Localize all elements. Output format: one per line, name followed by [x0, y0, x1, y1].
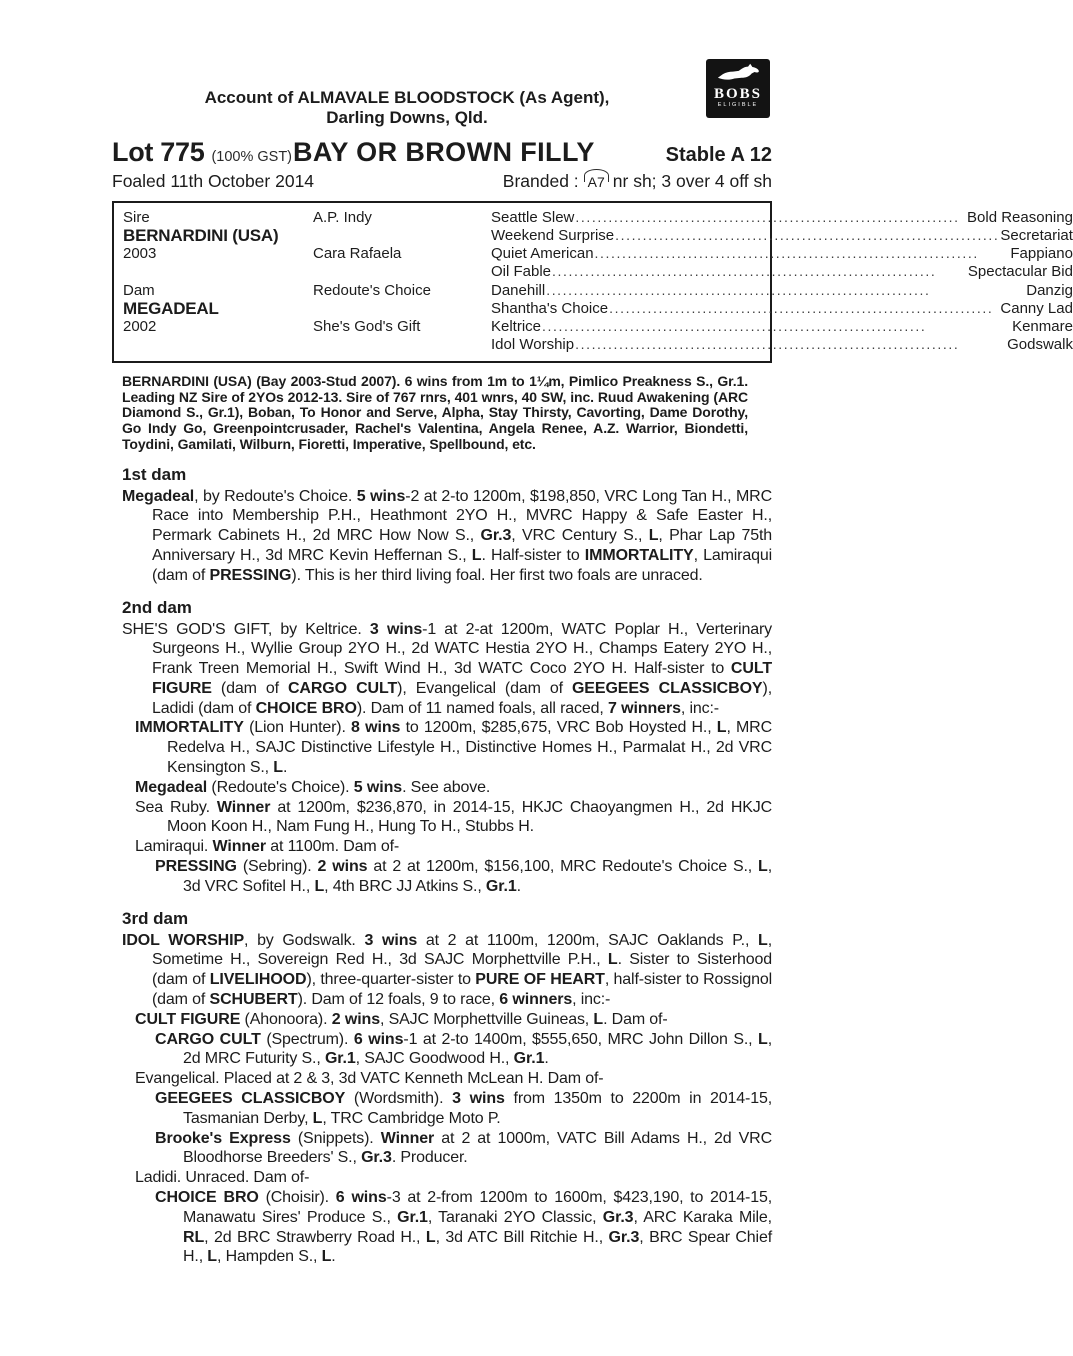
bold-text: L: [425, 1228, 436, 1246]
text: , inc:-: [680, 699, 719, 717]
text: , 2d BRC Strawberry Road H.,: [204, 1228, 426, 1246]
ancestor-sire-name: Godswalk: [1007, 336, 1073, 354]
pedigree-parent-name: She's God's Gift: [313, 318, 421, 336]
pedigree-paragraph: [155, 1030, 772, 1070]
vendor-account-line: Account of ALMAVALE BLOODSTOCK (As Agent),: [204, 88, 610, 107]
text: Ladidi. Unraced. Dam of-: [135, 1169, 310, 1187]
pedigree-ancestor-row: [491, 228, 1073, 243]
bold-text: 7 winners: [608, 699, 681, 717]
lot-headline-row: [112, 137, 772, 168]
pedigree-ancestor-row: [491, 337, 1073, 352]
text: (Redoute's Choice).: [207, 778, 354, 796]
ancestor-sire-name: Secretariat: [1000, 226, 1073, 244]
bold-text: 2 wins: [317, 858, 368, 876]
text: , inc:-: [572, 991, 611, 1009]
text: ), Evangelical (dam of: [397, 679, 572, 697]
text: . Dam of-: [603, 1010, 668, 1028]
bold-text: 5 wins: [356, 487, 406, 505]
bold-text: 8 wins: [351, 719, 401, 737]
text: (Wordsmith).: [345, 1090, 453, 1108]
content-column: [112, 0, 1073, 1267]
branded-label: Branded :: [502, 171, 579, 191]
text: at 1100m. Dam of-: [265, 838, 400, 856]
bold-text: Gr.3: [602, 1208, 634, 1226]
bold-text: 6 winners: [499, 991, 573, 1009]
ancestor-name: Danehill: [491, 281, 546, 299]
dot-leader: [615, 228, 999, 243]
bold-text: CULT FIGURE: [135, 1010, 241, 1028]
text: ). Dam of 11 named foals, all raced,: [356, 699, 608, 717]
bold-text: L: [273, 759, 283, 777]
text: , SAJC Goodwood H.,: [355, 1050, 514, 1068]
bold-text: IDOL WORSHIP: [122, 931, 245, 949]
pedigree-year: 2003: [123, 245, 157, 263]
bold-text: Gr.1: [513, 1050, 545, 1068]
text: SHE'S GOD'S GIFT, by Keltrice.: [122, 620, 370, 638]
pedigree-paragraph: [122, 487, 772, 586]
pedigree-paragraph: [155, 1089, 772, 1129]
pedigree-ancestor-row: [491, 319, 1073, 334]
pedigree-ancestor-row: [491, 264, 1073, 279]
pedigree-paragraph: [135, 837, 772, 857]
text: at 2 at 1100m, 1200m, SAJC Oaklands P.,: [417, 931, 758, 949]
dot-leader: [546, 283, 1025, 298]
ancestor-name: Seattle Slew: [491, 208, 575, 226]
bold-text: Brooke's Express: [155, 1129, 291, 1147]
bold-text: 3 wins: [369, 620, 423, 638]
logo-subtitle: ELIGIBLE: [717, 102, 759, 108]
bold-text: 2 wins: [331, 1010, 381, 1028]
bold-text: CULT FIGURE: [152, 660, 772, 697]
horse-description: BAY OR BROWN FILLY: [293, 137, 595, 167]
bold-text: IMMORTALITY: [135, 719, 244, 737]
branded-detail: nr sh; 3 over 4 off sh: [612, 171, 772, 191]
bold-text: PRESSING: [209, 566, 292, 584]
dot-leader: [552, 264, 967, 279]
bold-text: L: [593, 1010, 604, 1028]
bold-text: CHOICE BRO: [255, 699, 357, 717]
bold-text: 3 wins: [452, 1090, 505, 1108]
brand-symbol: A7: [585, 173, 608, 189]
pedigree-parent-name: Redoute's Choice: [313, 281, 431, 299]
text: -3 at 2-from 1200m to 1600m, $423,190, to 2014-15, Manawatu Sires' Produce S.,: [183, 1189, 773, 1226]
text: , 3d VRC Sofitel H.,: [183, 858, 772, 895]
bold-text: PURE OF HEART: [475, 971, 605, 989]
text: , SAJC Morphettville Guineas,: [380, 1010, 594, 1028]
dam-heading: 2nd dam: [122, 597, 192, 617]
bold-text: SCHUBERT: [209, 991, 298, 1009]
text: , 3d ATC Bill Ritchie H.,: [435, 1228, 609, 1246]
text: -1 at 2-to 1400m, $555,650, MRC John Dillon S.,: [403, 1030, 759, 1048]
text: ), three-quarter-sister to: [306, 971, 476, 989]
text: ). Dam of 12 foals, 9 to race,: [297, 991, 500, 1009]
ancestor-name: Weekend Surprise: [491, 226, 615, 244]
dot-leader: [609, 301, 999, 316]
text: ). This is her third living foal. Her first two foals are unraced.: [291, 566, 703, 584]
ancestor-name: Idol Worship: [491, 336, 575, 354]
pedigree-paragraph: [122, 931, 772, 1010]
pedigree-parent-name: Cara Rafaela: [313, 245, 402, 263]
bold-text: CARGO CULT: [287, 679, 398, 697]
text: Sea Ruby.: [135, 798, 217, 816]
text: , by Godswalk.: [244, 931, 365, 949]
pedigree-table: [112, 201, 1073, 363]
pedigree-ancestor-row: [491, 210, 1073, 225]
sire-summary: BERNARDINI (USA) (Bay 2003-Stud 2007). 6 wins from 1m to 1¼m, Pimlico Preakness S., Gr.1. Leading NZ Sire of 2YOs 2012-13. Sire of 767 rnrs, 401 wnrs, 40 SW, inc. Ruud Awakening (ARC Diamond S., Gr.1), Boban, To Honor and Serve, Alpha, Stay Thirsty, Cavorting, Dame Dorothy, Go Indy Go, Greenpointcrusader, Rachel's Valentina, Angela Renee, A.Z. Warrior, Biondetti, Toydini, Gamilati, Wilburn, Fioretti, Imperative, Spellbound, etc.: [122, 373, 748, 452]
text: (Ahonoora).: [240, 1010, 332, 1028]
text: , Phar Lap 75th Anniversary H., 3d MRC Kevin Heffernan S.,: [152, 527, 772, 564]
bold-text: Winner: [380, 1129, 435, 1147]
text: ), Ladidi (dam of: [152, 679, 772, 717]
stable-number: Stable A 12: [665, 144, 772, 166]
bold-text: L: [607, 951, 618, 969]
text: , by Redoute's Choice.: [194, 487, 357, 505]
branded-info: [503, 171, 772, 192]
pedigree-ancestor-row: [491, 283, 1073, 298]
ancestor-name: Keltrice: [491, 318, 542, 336]
text: (Snippets).: [290, 1129, 381, 1147]
ancestor-sire-name: Danzig: [1026, 281, 1073, 299]
dot-leader: [542, 319, 1011, 334]
bold-text: CARGO CULT: [155, 1030, 261, 1048]
text: at 1200m, $236,870, in 2014-15, HKJC Chaoyangmen H., 2d HKJC Moon Koon H., Nam Fung H., Hung To H., Stubbs H.: [167, 798, 772, 836]
text: . Half-sister to: [481, 546, 585, 564]
dam-section: [122, 909, 772, 1268]
text: from 1350m to 2200m in 2014-15, Tasmanian Derby,: [183, 1090, 773, 1127]
text: .: [282, 759, 288, 777]
lot-number: Lot 775: [112, 137, 205, 167]
bold-text: L: [321, 1248, 332, 1266]
bold-text: 6 wins: [335, 1189, 387, 1207]
dam-section: [122, 465, 772, 586]
pedigree-paragraph: [135, 1168, 772, 1188]
dot-leader: [575, 337, 1006, 352]
text: at 2 at 1000m, VATC Bill Adams H., 2d VRC Bloodhorse Breeders' S.,: [183, 1129, 772, 1167]
text: .: [544, 1050, 549, 1068]
bold-text: Gr.3: [361, 1149, 392, 1167]
text: , 4th BRC JJ Atkins S.,: [324, 877, 486, 895]
pedigree-paragraph: [155, 1188, 772, 1267]
bold-text: Megadeal: [135, 778, 208, 796]
bold-text: Gr.1: [397, 1208, 428, 1226]
bold-text: Megadeal: [122, 487, 195, 505]
bold-text: L: [312, 1109, 323, 1127]
horse-icon: [715, 62, 761, 82]
bold-text: Gr.3: [608, 1228, 640, 1246]
text: (Choisir).: [258, 1189, 336, 1207]
text: .: [331, 1248, 336, 1266]
text: (Lion Hunter).: [243, 719, 352, 737]
ancestor-name: Quiet American: [491, 245, 594, 263]
text: , Taranaki 2YO Classic,: [427, 1208, 603, 1226]
pedigree-role-label: Sire: [123, 208, 150, 226]
bold-text: PRESSING: [155, 858, 237, 876]
bold-text: Gr.3: [480, 527, 512, 545]
bold-text: CHOICE BRO: [155, 1189, 259, 1207]
foal-brand-row: [112, 171, 772, 192]
dot-leader: [595, 246, 1010, 261]
ancestor-sire-name: Canny Lad: [1000, 299, 1073, 317]
text: , MRC Redelva H., SAJC Distinctive Lifestyle H., Distinctive Homes H., Parmalat H., 2d VRC Kensington S.,: [167, 719, 772, 777]
ancestor-sire-name: Fappiano: [1010, 245, 1073, 263]
bold-text: LIVELIHOOD: [209, 971, 307, 989]
ancestor-sire-name: Spectacular Bid: [967, 263, 1073, 281]
ancestor-name: Oil Fable: [491, 263, 552, 281]
bold-text: L: [314, 877, 325, 895]
text: (Spectrum).: [260, 1030, 354, 1048]
text: .: [516, 877, 521, 895]
bold-text: L: [207, 1248, 217, 1266]
text: to 1200m, $285,675, VRC Bob Hoysted H.,: [400, 719, 717, 737]
pedigree-ancestor-row: [491, 301, 1073, 316]
text: at 2 at 1200m, $156,100, MRC Redoute's Choice S.,: [367, 858, 759, 876]
text: . Sister to Sisterhood (dam of: [152, 951, 773, 989]
pedigree-paragraph: [135, 718, 772, 777]
pedigree-paragraph: [155, 857, 772, 897]
bold-text: RL: [183, 1228, 205, 1246]
pedigree-year: 2002: [123, 318, 157, 336]
text: -1 at 2-at 1200m, WATC Poplar H., Verterinary Surgeons H., Wyllie Group 2YO H., 2d WATC Hestia 2YO H., Champs Eatery 2YO H., Frank Treen Memorial H., Swift Wind H., 3d WATC Coco 2YO H. Half-sister to: [152, 620, 772, 678]
bold-text: L: [758, 931, 768, 949]
text: , TRC Cambridge Moto P.: [322, 1109, 501, 1127]
bobs-eligible-logo: [706, 59, 770, 118]
logo-title: BOBS: [713, 86, 763, 102]
bold-text: Winner: [212, 838, 266, 856]
text: , Sometime H., Sovereign Red H., 3d SAJC Morphettville P.H.,: [152, 931, 772, 969]
bold-text: GEEGEES CLASSICBOY: [155, 1090, 346, 1108]
bold-text: L: [758, 1030, 768, 1048]
bold-text: Gr.1: [485, 877, 517, 895]
text: . Producer.: [391, 1149, 468, 1167]
pedigree-paragraph: [122, 620, 772, 719]
pedigree-role-label: Dam: [123, 281, 155, 299]
text: . See above.: [402, 778, 491, 796]
foaled-date: Foaled 11th October 2014: [112, 171, 315, 191]
dam-heading: 1st dam: [122, 464, 187, 484]
bold-text: 3 wins: [364, 931, 418, 949]
pedigree-paragraph: [155, 1129, 772, 1169]
bold-text: 5 wins: [353, 778, 403, 796]
bold-text: Winner: [216, 798, 271, 816]
text: (dam of: [211, 679, 288, 697]
dam-heading: 3rd dam: [122, 908, 189, 928]
bold-text: GEEGEES CLASSICBOY: [571, 679, 763, 697]
bold-text: L: [648, 527, 659, 545]
dam-section: [122, 598, 772, 897]
text: -2 at 2-to 1200m, $198,850, VRC Long Tan H., MRC Race into Membership P.H., Heathmont 2YO H., MVRC Happy & Safe Easter H., Permark Cabinets H., 2d MRC How Now S.,: [152, 487, 772, 545]
text: (Sebring).: [236, 858, 318, 876]
pedigree-paragraph: [135, 1069, 772, 1089]
bold-text: L: [716, 719, 727, 737]
bold-text: L: [758, 858, 768, 876]
text: , half-sister to Rossignol (dam of: [152, 971, 773, 1009]
text: , BRC Spear Chief H.,: [183, 1228, 772, 1266]
pedigree-parent-name: A.P. Indy: [313, 208, 372, 226]
bold-text: 6 wins: [353, 1030, 404, 1048]
gst-note: (100% GST): [211, 149, 293, 165]
pedigree-horse-name: MEGADEAL: [123, 298, 219, 318]
text: , 2d MRC Futurity S.,: [183, 1030, 772, 1068]
text: , ARC Karaka Mile,: [633, 1208, 772, 1226]
pedigree-horse-name: BERNARDINI (USA): [123, 225, 279, 245]
pedigree-ancestor-row: [491, 246, 1073, 261]
vendor-location-line: Darling Downs, Qld.: [326, 108, 488, 127]
text: , Hampden S.,: [216, 1248, 322, 1266]
bold-text: IMMORTALITY: [584, 546, 694, 564]
pedigree-paragraph: [135, 798, 772, 838]
bold-text: L: [471, 546, 482, 564]
text: Lamiraqui.: [135, 838, 213, 856]
pedigree-paragraph: [135, 778, 772, 798]
dot-leader: [575, 210, 966, 225]
text: Evangelical. Placed at 2 & 3, 3d VATC Kenneth McLean H. Dam of-: [135, 1070, 604, 1088]
ancestor-name: Shantha's Choice: [491, 299, 609, 317]
ancestor-sire-name: Bold Reasoning: [967, 208, 1073, 226]
text: , VRC Century S.,: [511, 527, 649, 545]
dam-sections: [122, 465, 772, 1268]
text: , Lamiraqui (dam of: [152, 546, 773, 584]
bold-text: Gr.1: [324, 1050, 356, 1068]
pedigree-paragraph: [135, 1010, 772, 1030]
ancestor-sire-name: Kenmare: [1012, 318, 1073, 336]
